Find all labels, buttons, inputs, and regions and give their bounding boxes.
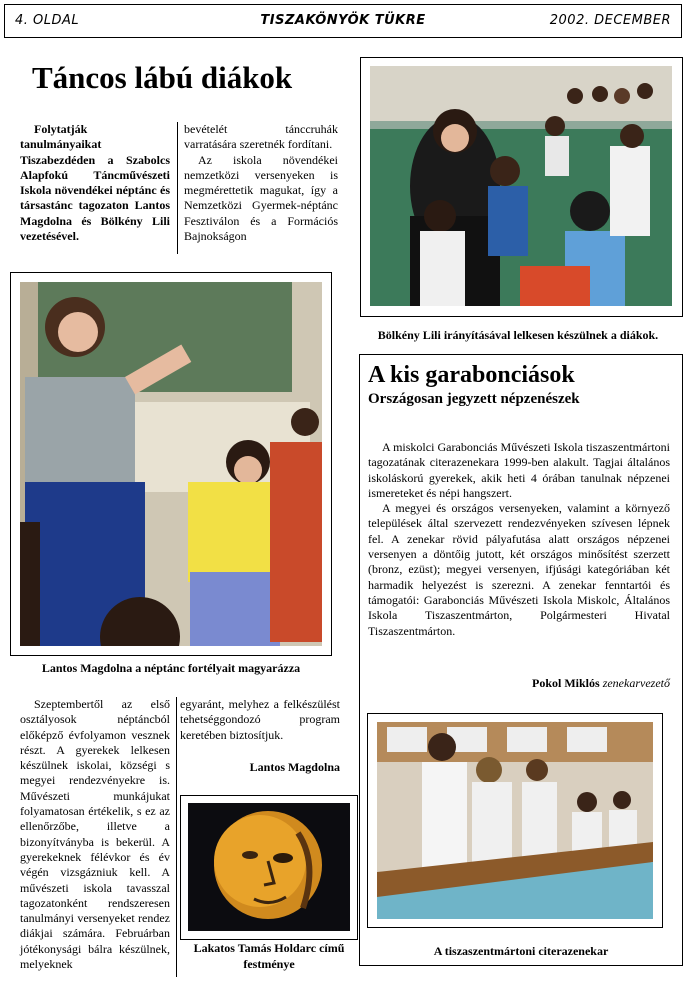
moon-face-painting: [188, 803, 350, 931]
page-header: [4, 4, 682, 38]
publication-title: TISZAKÖNYÖK TÜKRE: [260, 13, 426, 28]
article-author: Lantos Magdolna: [249, 760, 340, 774]
paragraph: egyaránt, melyhez a felkészülést tehetséggondozó program keretében biztosítjuk.: [180, 697, 340, 742]
dance-practice-photo: [370, 66, 672, 306]
paragraph: bevételét tánccruhák varratására szeretnék fordítani.: [184, 122, 338, 152]
article-continuation-col2: [180, 697, 340, 743]
article-continuation-col1: [20, 697, 170, 972]
article-lead: [20, 122, 170, 244]
paragraph: Az iskola növendékei nemzetközi versenyeken is megmérettetik magukat, így a Nemzetközi Gyermek-néptánc Fesztiválon és a Formációs Bajnokságon: [184, 152, 338, 244]
paragraph: A megyei és országos versenyeken, valamint a környező települések által szervezett rendezvényeken szívesen lépnek fel. A zenekar rövid pályafutása alatt országos népzenei versenyen a döntőig jutott, két országos minősítést szerzett (bronz, ezüst); megyei versenyen, ifjúsági kategóriában két harmadik helyezést is szerezni. A zenekar fenntartói és támogatói: Garabonciás Művészeti Iskola Miskolc, Általános Iskola Tiszaszentmárton, Polgármesteri Hivatal Tiszaszentmárton.: [368, 501, 670, 638]
photo-caption: A tiszaszentmártoni citerazenekar: [433, 944, 609, 958]
paragraph: Szeptembertől az első osztályosok néptáncból előképző évfolyamon vesznek részt. A gyerekek lelkesen készülnek iskolai, községi s megyei rendezvényekre is. Művészeti munkájukat folyamatosan értékelik, s ez az ellenőrzőbe, illetve a bizonyítványba is bekerül. A gyerekeknek félévkor és év végén vizsgázniuk kell. A művészeti iskola tavasszal tagozatonként rendszeresen tanulmányi versenyeket rendez diákjai számára. Februárban jótékonysági bálra készülnek, melyeknek: [20, 697, 170, 972]
painting-caption: Lakatos Tamás Holdarc című festménye: [193, 941, 345, 971]
issue-date: 2002. DECEMBER: [549, 13, 671, 28]
zither-orchestra-photo: [377, 722, 653, 919]
article-subtitle: Országosan jegyzett népzenészek: [368, 391, 580, 407]
author-role: zenekarvezető: [602, 676, 670, 690]
photo-caption: Bölkény Lili irányításával lelkesen készülnek a diákok.: [377, 328, 659, 342]
lead-paragraph: Folytatják tanulmányaikat Tiszabezdéden a Szabolcs Alapfokú Táncművészeti Iskola növendékei néptánc és társastánc tagozaton Lantos Magdolna és Bölkény Lili vezetésével.: [20, 122, 170, 244]
article-title: Táncos lábú diákok: [32, 60, 293, 95]
column-divider: [176, 697, 177, 977]
article-title: A kis garabonciások: [368, 362, 575, 388]
teacher-explaining-photo: [20, 282, 322, 646]
photo-caption: Lantos Magdolna a néptánc fortélyait magyarázza: [41, 661, 301, 675]
paragraph: A miskolci Garabonciás Művészeti Iskola tiszaszentmártoni tagozatának citerazenekara 1999-ben alakult. Tagjai általános iskoláskorú gyerekek, akik heti 4 órában tanulnak népzenei ismereteket és népi hangszert.: [368, 440, 670, 500]
author-name: Pokol Miklós: [532, 676, 600, 690]
article-column-2: [184, 122, 338, 244]
article-author: [368, 676, 670, 691]
column-divider: [177, 122, 178, 254]
article-body: [368, 440, 670, 639]
page-number: 4. OLDAL: [15, 13, 80, 28]
